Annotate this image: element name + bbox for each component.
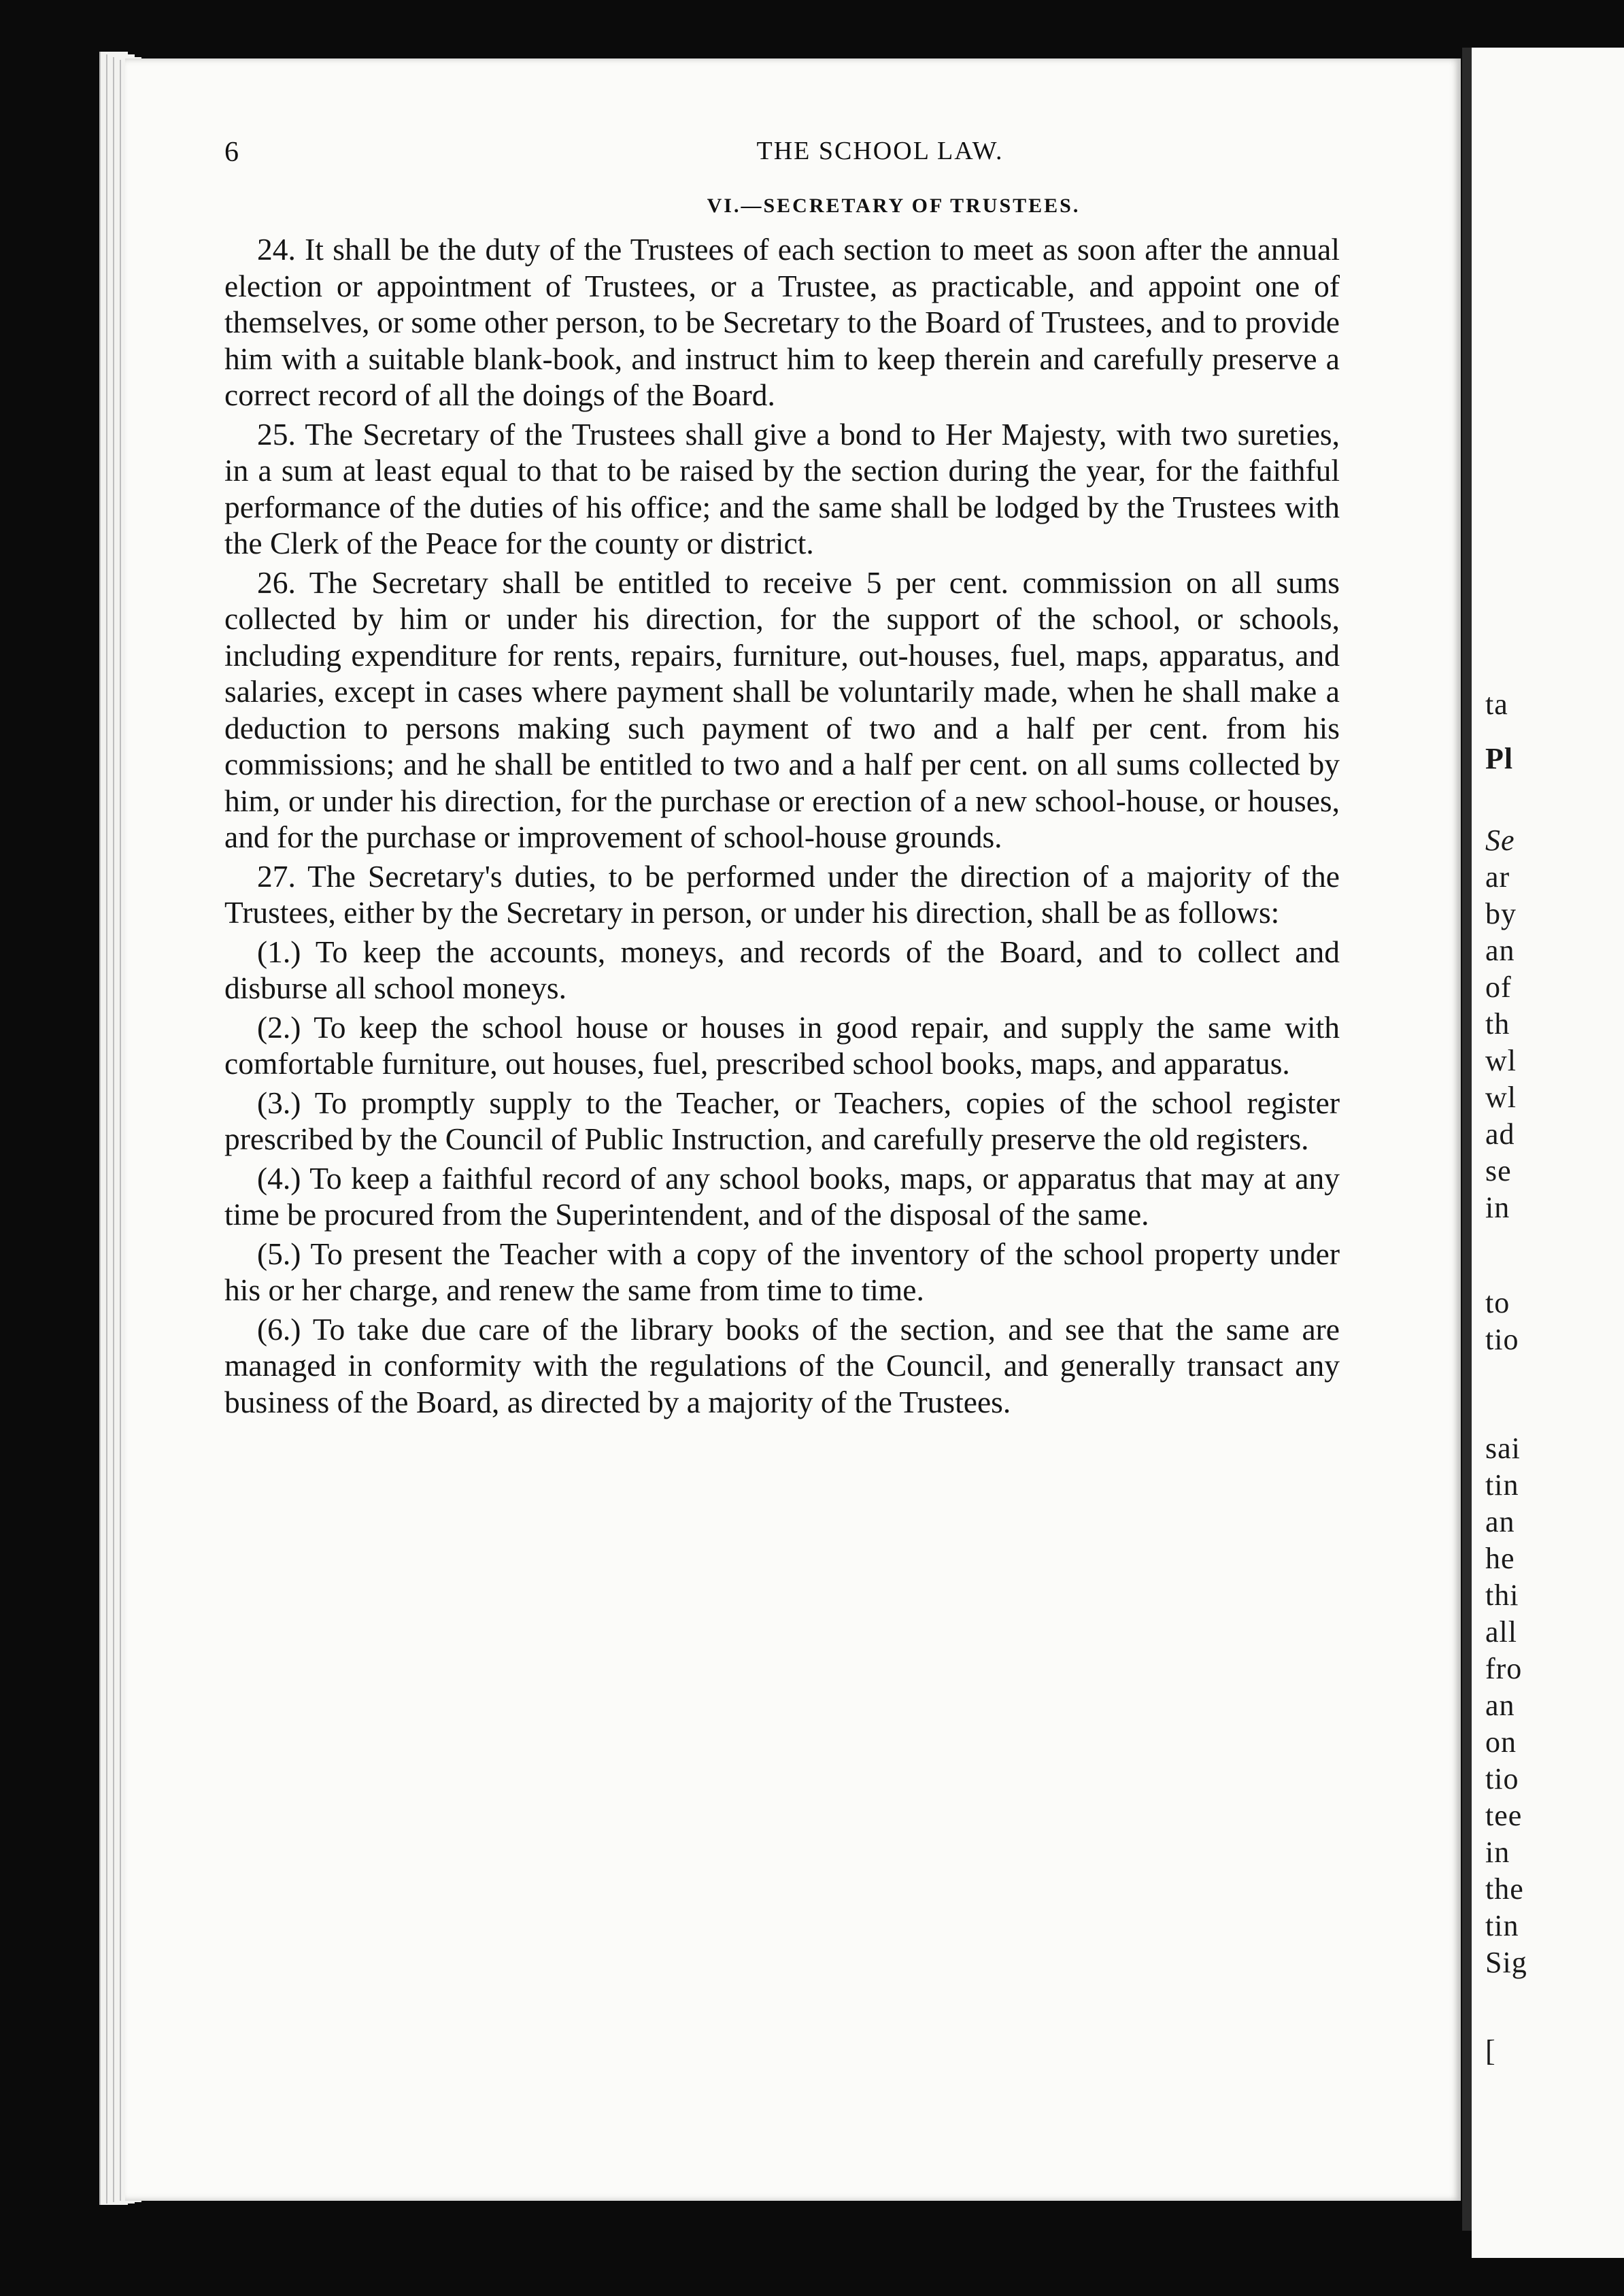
facing-fragment: ta (1485, 688, 1508, 721)
facing-fragment: in (1485, 1191, 1510, 1224)
facing-fragment: Se (1485, 824, 1515, 857)
paragraph-27: 27. The Secretary's duties, to be performed under the direction of a majority of the Trustees, either by the Secretary in person, or under his direction, shall be as follows: (224, 858, 1340, 930)
page-number: 6 (224, 137, 239, 168)
duty-item-5: (5.) To present the Teacher with a copy of the inventory of the school property under his or her charge, and renew the same from time to time. (224, 1236, 1340, 1307)
facing-fragment: th (1485, 1007, 1510, 1041)
duty-item-1: (1.) To keep the accounts, moneys, and records of the Board, and to collect and disburse all school moneys. (224, 934, 1340, 1005)
facing-fragment: the (1485, 1872, 1524, 1906)
duty-item-6: (6.) To take due care of the library books of the section, and see that the same are managed in conformity with the regulations of the Council, and generally transact any business of the Board, as directed by a majority of the Trustees. (224, 1311, 1340, 1419)
facing-fragment: in (1485, 1836, 1510, 1869)
paragraph-24: 24. It shall be the duty of the Trustees of each section to meet as soon after the annual election or appointment of Trustees, or a Trustee, as practicable, and appoint one of themselves, or some other person, to be Secretary to the Board of Trustees, and to provide him with a suitable blank-book, and instruct him to keep therein and carefully preserve a correct record of all the doings of the Board. (224, 232, 1340, 412)
facing-fragment: ad (1485, 1117, 1515, 1151)
facing-fragment: wl (1485, 1044, 1517, 1077)
facing-fragment: on (1485, 1725, 1517, 1759)
facing-fragment: tin (1485, 1909, 1519, 1942)
duty-item-3: (3.) To promptly supply to the Teacher, or Teachers, copies of the school register prescribed by the Council of Public Instruction, and carefully preserve the old registers. (224, 1085, 1340, 1156)
facing-fragment: thi (1485, 1578, 1519, 1612)
facing-fragment: an (1485, 1689, 1515, 1722)
facing-fragment: Pl (1485, 742, 1514, 775)
facing-fragment: an (1485, 934, 1515, 967)
facing-fragment: [ (1485, 2034, 1496, 2067)
body-text (224, 231, 1340, 1423)
facing-page (1472, 48, 1624, 2258)
paragraph-25: 25. The Secretary of the Trustees shall give a bond to Her Majesty, with two sureties, in a sum at least equal to that to be raised by the section during the year, for the faithful performance of the duties of his office; and the same shall be lodged by the Trustees with the Clerk of the Peace for the county or district. (224, 416, 1340, 560)
facing-fragment: tee (1485, 1799, 1523, 1832)
facing-fragment: tio (1485, 1323, 1519, 1356)
facing-fragment: all (1485, 1615, 1517, 1649)
paragraph-26: 26. The Secretary shall be entitled to receive 5 per cent. commission on all sums collected by him or under his direction, for the support of the school, or schools, including expenditure for rents, repairs, furniture, out-houses, fuel, maps, apparatus, and salaries, except in cases where payment shall be voluntarily made, when he shall make a deduction to persons making such payment of two and a half per cent. from his commissions; and he shall be entitled to two and a half per cent. on all sums collected by him, or under his direction, for the purchase or erection of a new school-house, or houses, and for the purchase or improvement of school-house grounds. (224, 564, 1340, 854)
duty-item-4: (4.) To keep a faithful record of any school books, maps, or apparatus that may at any time be procured from the Superintendent, and of the disposal of the same. (224, 1160, 1340, 1232)
facing-fragment: sai (1485, 1432, 1521, 1465)
facing-fragment: ar (1485, 860, 1510, 894)
running-title: THE SCHOOL LAW. (756, 137, 1004, 165)
facing-fragment: he (1485, 1542, 1515, 1575)
facing-fragment: fro (1485, 1652, 1523, 1685)
facing-fragment: tio (1485, 1762, 1519, 1795)
facing-fragment: by (1485, 897, 1517, 930)
facing-fragment: to (1485, 1286, 1510, 1319)
facing-fragment: wl (1485, 1081, 1517, 1114)
duty-item-2: (2.) To keep the school house or houses in good repair, and supply the same with comfortable furniture, out houses, fuel, prescribed school books, maps, and apparatus. (224, 1009, 1340, 1081)
section-title: VI.—SECRETARY OF TRUSTEES. (707, 195, 1081, 217)
facing-fragment: of (1485, 970, 1512, 1004)
facing-fragment: tin (1485, 1468, 1519, 1502)
facing-fragment: Sig (1485, 1946, 1527, 1979)
facing-fragment: an (1485, 1505, 1515, 1538)
book-spine (1462, 48, 1472, 2231)
facing-fragment: se (1485, 1154, 1512, 1187)
